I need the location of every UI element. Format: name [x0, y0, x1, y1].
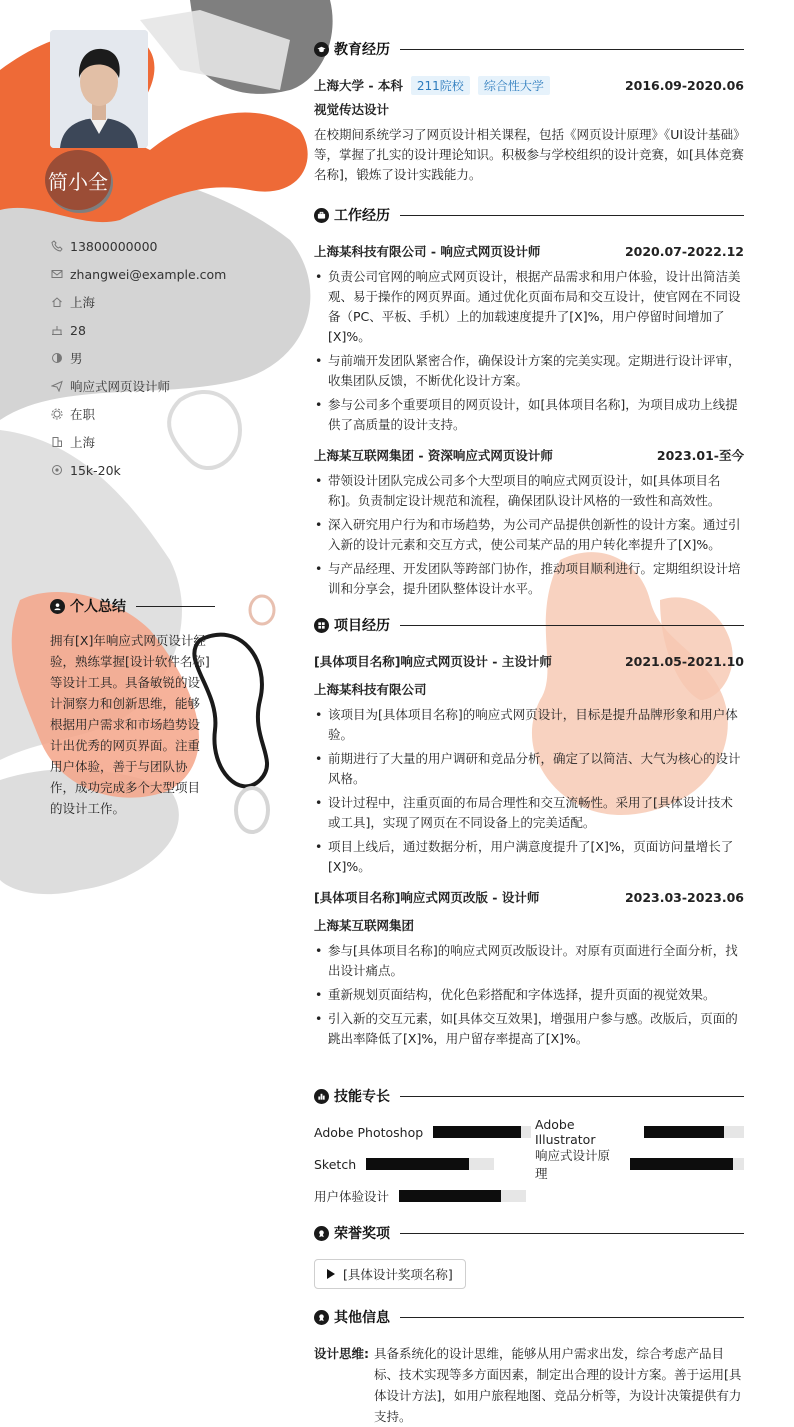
list-item: • 该项目为[具体项目名称]的响应式网页设计，目标是提升品牌形象和用户体验。 [314, 705, 744, 745]
other-section [314, 1307, 744, 1427]
skill-bar-fill [630, 1158, 732, 1170]
contact-phone [50, 232, 226, 260]
project-row [314, 651, 744, 671]
skill-bar [366, 1158, 494, 1170]
skill-item [314, 1154, 494, 1174]
summary-title: 个人总结 [70, 599, 126, 615]
list-item: • 深入研究用户行为和市场趋势，为公司产品提供创新性的设计方案。通过引入新的设计元素和交互方式，使公司某产品的用户转化率提升了[X]%。 [314, 515, 744, 555]
projects-heading [314, 615, 744, 635]
skills-title: 技能专长 [334, 1089, 390, 1105]
project-title: [具体项目名称]响应式网页设计 - 主设计师 [314, 654, 552, 669]
education-section [314, 39, 744, 185]
summary-heading [50, 596, 215, 616]
education-row [314, 75, 744, 95]
graduation-cap-icon [314, 42, 329, 57]
contact-gender [50, 344, 226, 372]
other-label: 设计思维: [314, 1346, 369, 1361]
work-section [314, 205, 744, 603]
contact-status [50, 400, 226, 428]
job-row [314, 445, 744, 465]
skill-bar-fill [399, 1190, 501, 1202]
sidebar [0, 0, 300, 1404]
building-icon [50, 435, 64, 449]
list-item: • 负责公司官网的响应式网页设计，根据产品需求和用户体验，设计出简洁美观、易于操作的网页界面。通过优化页面布局和交互设计，使官网在不同设备（PC、平板、手机）上的加载速度提升了[X]%，用户停留时间增加了[X]%。 [314, 267, 744, 347]
skill-item [314, 1122, 531, 1142]
contact-age-value: 28 [70, 322, 86, 338]
contact-age [50, 316, 226, 344]
education-heading [314, 39, 744, 59]
work-divider [400, 215, 744, 216]
contact-email [50, 260, 226, 288]
contact-list [50, 232, 226, 484]
contact-gender-value: 男 [70, 351, 83, 366]
education-tag: 综合性大学 [478, 76, 550, 95]
job-period: 2023.01-至今 [656, 448, 744, 463]
job-bullets [314, 267, 744, 435]
summary-divider [136, 606, 215, 607]
skill-item [314, 1186, 526, 1206]
projects-title: 项目经历 [334, 618, 390, 634]
contact-city-value: 上海 [70, 435, 96, 450]
education-title: 教育经历 [334, 42, 390, 58]
other-text: 具备系统化的设计思维，能够从用户需求出发，综合考虑产品目标、技术实现等多方面因素，制定出合理的设计方案。善于运用[具体设计方法]，如用户旅程地图、竞品分析等，为设计决策提供有力支持。 [374, 1346, 742, 1424]
skill-item [535, 1117, 744, 1147]
cake-icon [50, 323, 64, 337]
education-period: 2016.09-2020.06 [624, 77, 744, 93]
skill-bar [630, 1158, 744, 1170]
send-icon [50, 379, 64, 393]
home-icon [50, 295, 64, 309]
list-item: • 重新规划页面结构，优化色彩搭配和字体选择，提升页面的视觉效果。 [314, 985, 744, 1005]
work-title: 工作经历 [334, 208, 390, 224]
job-period: 2020.07-2022.12 [624, 243, 744, 259]
awards-title: 荣誉奖项 [334, 1226, 390, 1242]
education-divider [400, 49, 744, 50]
name-badge: 简小全 [45, 150, 111, 210]
skills-section [314, 1086, 744, 1222]
list-item: • 与产品经理、开发团队等跨部门协作，推动项目顺利进行。定期组织设计培训和分享会，提升团队整体设计水平。 [314, 559, 744, 599]
skill-name: Adobe Illustrator [535, 1117, 596, 1147]
contact-position-value: 响应式网页设计师 [70, 379, 171, 394]
contact-home-value: 上海 [70, 295, 96, 310]
badge-icon [314, 1310, 329, 1325]
education-tag: 211院校 [411, 76, 470, 95]
grid-icon [314, 618, 329, 633]
job-title: 上海某互联网集团 - 资深响应式网页设计师 [314, 448, 553, 463]
job-bullets [314, 471, 744, 599]
projects-section [314, 615, 744, 1053]
list-item: • 前期进行了大量的用户调研和竞品分析，确定了以简洁、大气为核心的设计风格。 [314, 749, 744, 789]
contact-email-value: zhangwei@example.com [70, 266, 227, 282]
coin-icon [50, 463, 64, 477]
education-school-wrap [314, 76, 550, 95]
avatar [50, 30, 148, 148]
project-period: 2021.05-2021.10 [624, 653, 744, 669]
contact-phone-value: 13800000000 [70, 238, 158, 254]
skill-bar-fill [366, 1158, 468, 1170]
contact-salary-value: 15k-20k [70, 462, 121, 478]
contact-position [50, 372, 226, 400]
phone-icon [50, 239, 64, 253]
skill-bar-fill [644, 1126, 724, 1138]
job-row [314, 241, 744, 261]
awards-divider [400, 1233, 744, 1234]
other-divider [400, 1317, 744, 1318]
skill-name: Adobe Photoshop [314, 1124, 424, 1140]
work-heading [314, 205, 744, 225]
list-item: • 项目上线后，通过数据分析，用户满意度提升了[X]%，页面访问量增长了[X]%。 [314, 837, 744, 877]
skill-bar [399, 1190, 526, 1202]
award-icon [314, 1226, 329, 1241]
project-company: 上海某科技有限公司 [314, 682, 427, 697]
skill-name: 响应式设计原理 [535, 1148, 611, 1181]
skill-bar [433, 1126, 531, 1138]
contact-salary [50, 456, 226, 484]
skills-heading [314, 1086, 744, 1106]
contact-home [50, 288, 226, 316]
awards-section [314, 1223, 744, 1289]
contact-status-value: 在职 [70, 407, 96, 422]
project-title: [具体项目名称]响应式网页改版 - 设计师 [314, 890, 540, 905]
skill-bar-fill [433, 1126, 521, 1138]
project-company: 上海某互联网集团 [314, 918, 415, 933]
bar-chart-icon [314, 1089, 329, 1104]
gender-icon [50, 351, 64, 365]
contact-city [50, 428, 226, 456]
award-name: [具体设计奖项名称] [343, 1267, 453, 1282]
list-item: • 参与公司多个重要项目的网页设计，如[具体项目名称]，为项目成功上线提供了高质量的设计支持。 [314, 395, 744, 435]
briefcase-icon [314, 208, 329, 223]
awards-heading [314, 1223, 744, 1243]
skills-grid [314, 1117, 744, 1222]
summary-text: 拥有[X]年响应式网页设计经验，熟练掌握[设计软件名称]等设计工具。具备敏锐的设计洞察力和创新思维，能够根据用户需求和市场趋势设计出优秀的网页界面。注重用户体验，善于与团队协作，成功完成多个大型项目的设计工作。 [50, 633, 210, 816]
list-item: • 带领设计团队完成公司多个大型项目的响应式网页设计，如[具体项目名称]。负责制定设计规范和流程，确保团队设计风格的一致性和高效性。 [314, 471, 744, 511]
project-row [314, 887, 744, 907]
status-icon [50, 407, 64, 421]
job-title: 上海某科技有限公司 - 响应式网页设计师 [314, 244, 541, 259]
mail-icon [50, 267, 64, 281]
project-bullets [314, 705, 744, 877]
project-bullets [314, 941, 744, 1049]
education-school: 上海大学 - 本科 [314, 78, 403, 93]
award-item[interactable] [314, 1259, 466, 1289]
skill-item [535, 1148, 744, 1181]
education-description: 在校期间系统学习了网页设计相关课程，包括《网页设计原理》《UI设计基础》等，掌握了扎实的设计理论知识。积极参与学校组织的设计竞赛，如[具体竞赛名称]，锻炼了设计实践能力。 [314, 127, 744, 182]
list-item: • 与前端开发团队紧密合作，确保设计方案的完美实现。定期进行设计评审，收集团队反馈，不断优化设计方案。 [314, 351, 744, 391]
other-title: 其他信息 [334, 1310, 390, 1326]
list-item: • 引入新的交互元素，如[具体交互效果]，增强用户参与感。改版后，页面的跳出率降低了[X]%，用户留存率提高了[X]%。 [314, 1009, 744, 1049]
projects-divider [400, 625, 744, 626]
skill-bar [644, 1126, 744, 1138]
other-heading [314, 1307, 744, 1327]
user-circle-icon [50, 599, 65, 614]
education-major: 视觉传达设计 [314, 102, 390, 117]
other-row [314, 1343, 744, 1427]
list-item: • 参与[具体项目名称]的响应式网页改版设计。对原有页面进行全面分析，找出设计痛点。 [314, 941, 744, 981]
skills-divider [400, 1096, 744, 1097]
project-period: 2023.03-2023.06 [624, 889, 744, 905]
skill-name: Sketch [314, 1156, 357, 1172]
list-item: • 设计过程中，注重页面的布局合理性和交互流畅性。采用了[具体设计技术或工具]，实现了网页在不同设备上的完美适配。 [314, 793, 744, 833]
play-triangle-icon [327, 1269, 335, 1279]
skill-name: 用户体验设计 [314, 1189, 390, 1204]
